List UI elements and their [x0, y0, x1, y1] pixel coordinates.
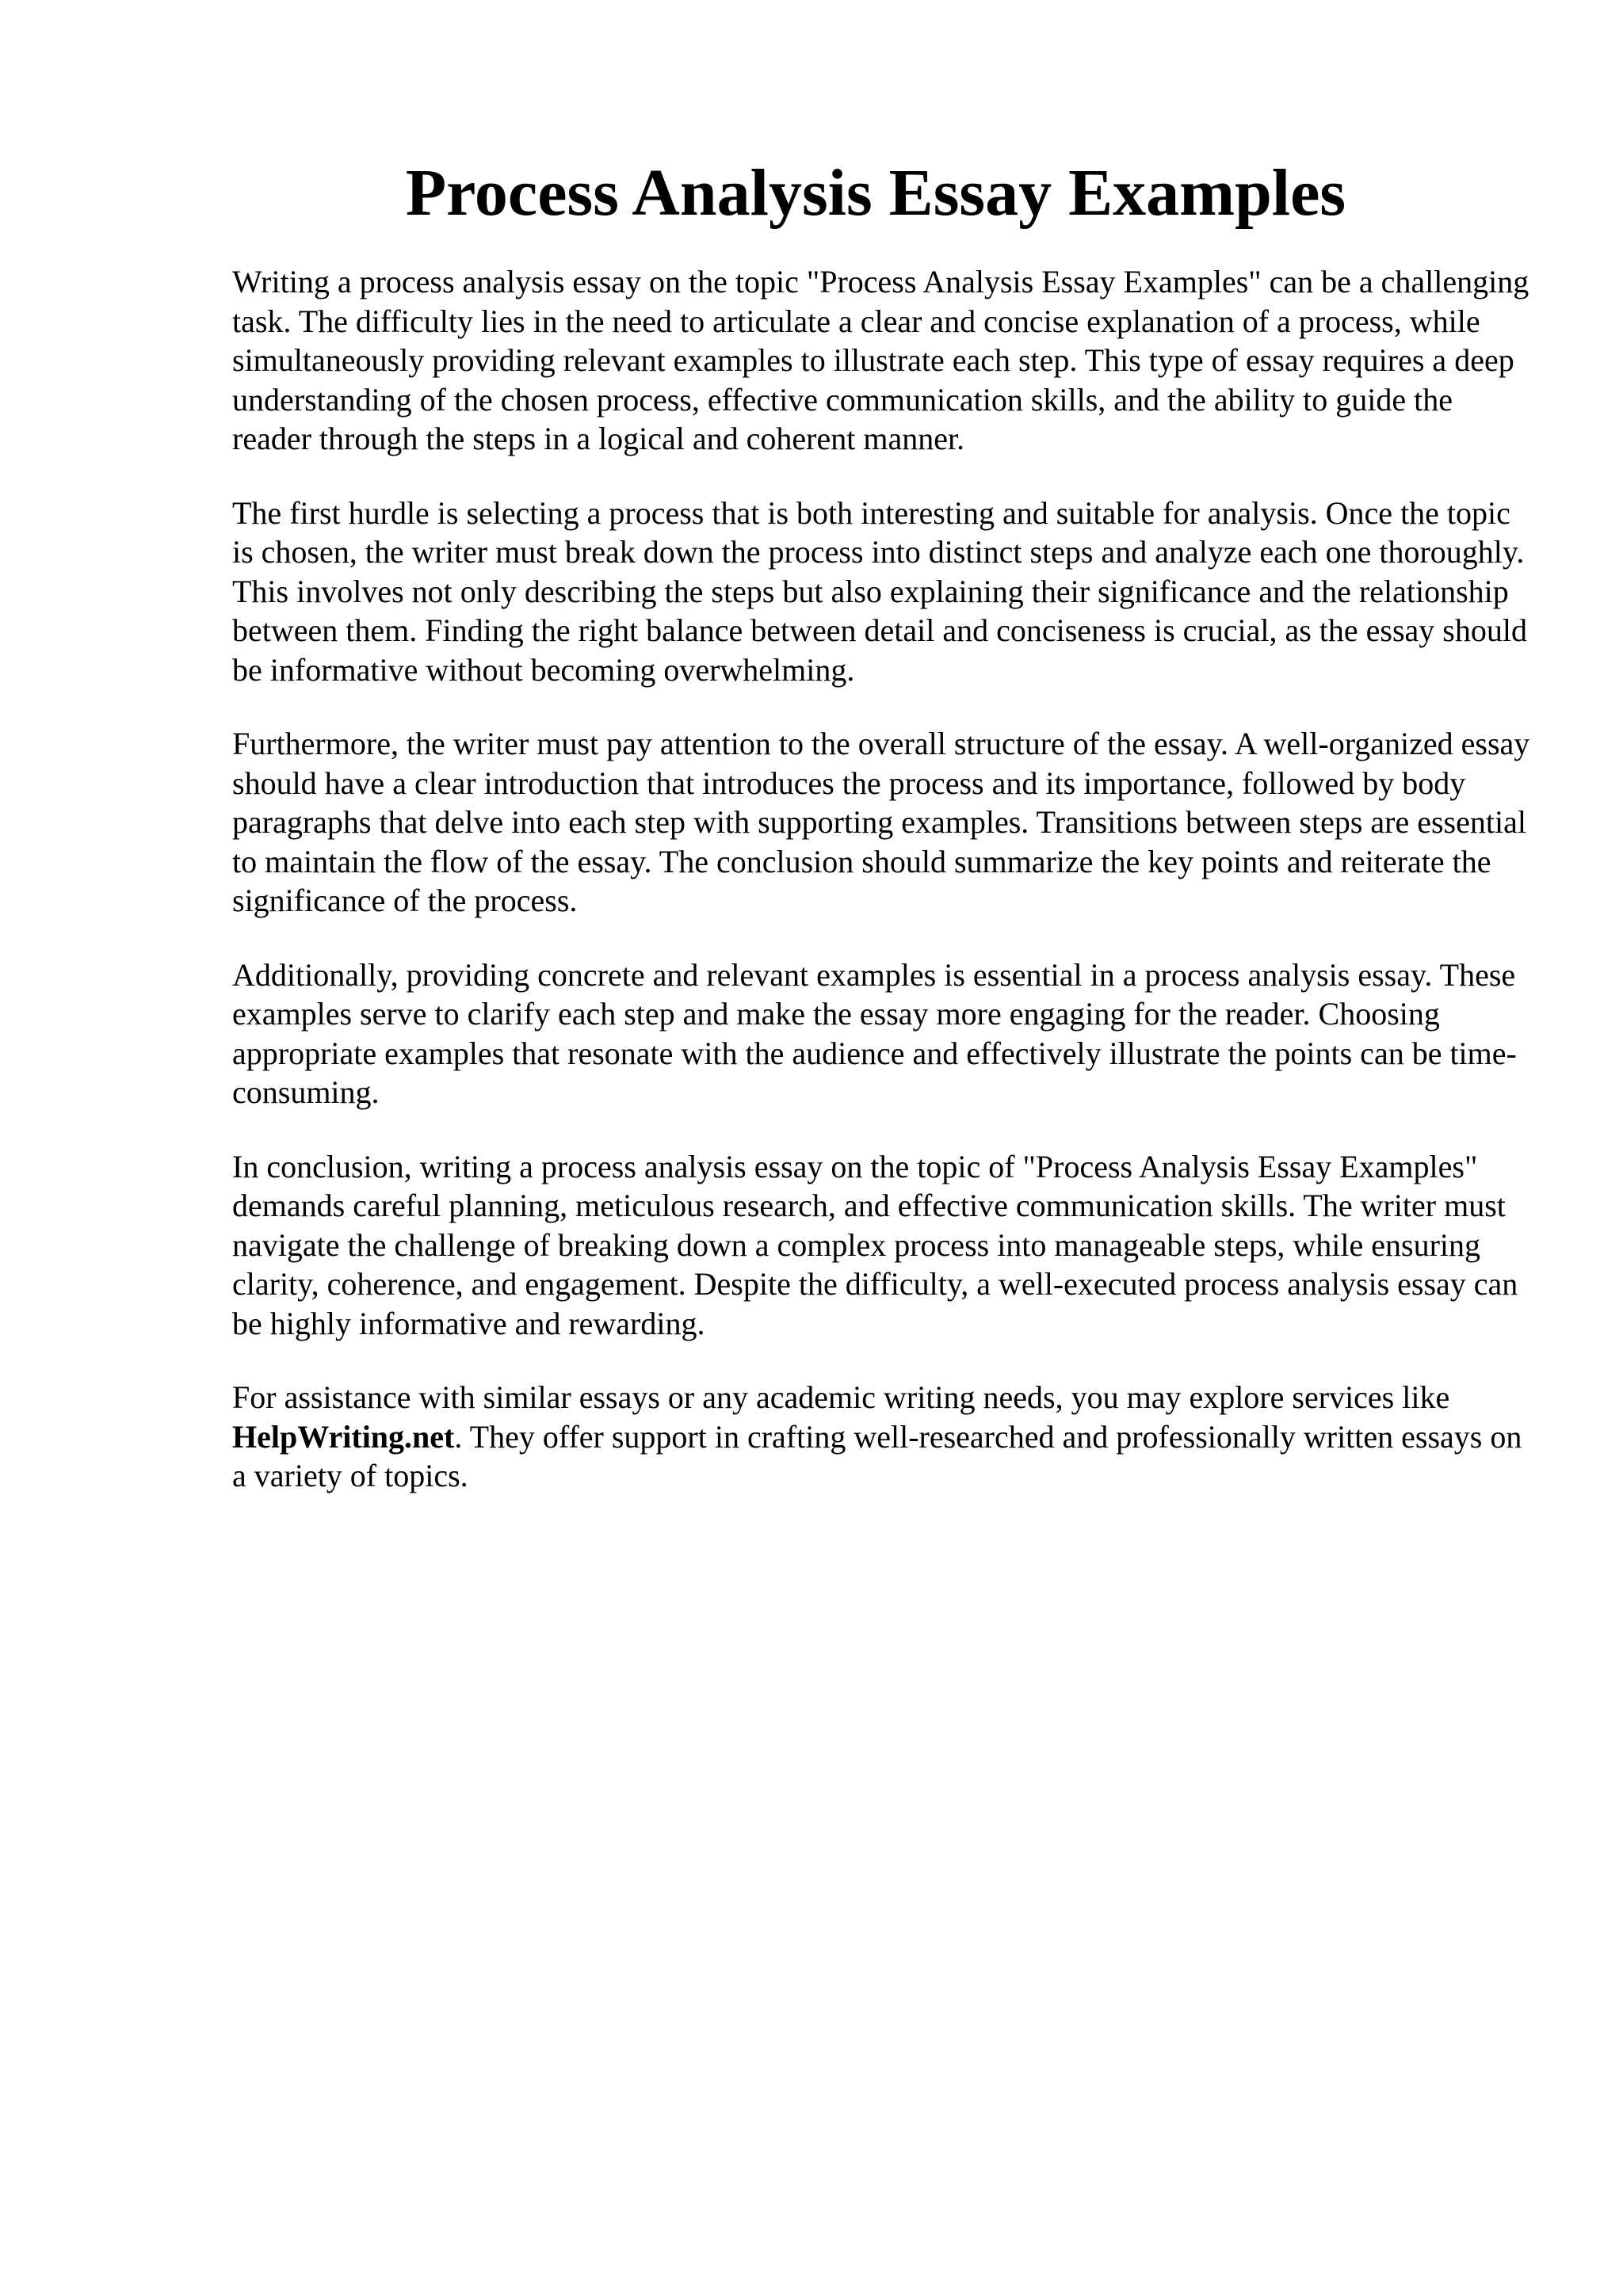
essay-body — [232, 262, 1532, 1531]
paragraph-introduction: Writing a process analysis essay on the topic "Process Analysis Essay Examples" can be a challenging task. The difficulty lies in the need to articulate a clear and concise explanation of a process, while simultaneously providing relevant examples to illustrate each step. This type of essay requires a deep understanding of the chosen process, effective communication skills, and the ability to guide the reader through the steps in a logical and coherent manner. — [232, 264, 1529, 456]
closing-text-after: . They offer support in crafting well-researched and professionally written essays on a variety of topics. — [232, 1418, 1522, 1493]
closing-text-before: For assistance with similar essays or any academic writing needs, you may explore services like — [232, 1379, 1450, 1415]
paragraph-examples: Additionally, providing concrete and relevant examples is essential in a process analysis essay. These examples serve to clarify each step and make the essay more engaging for the reader. Choosing appropriate examples that resonate with the audience and effectively illustrate the points can be time-consuming. — [232, 956, 1517, 1110]
paragraph-structure: Furthermore, the writer must pay attention to the overall structure of the essay. A well-organized essay should have a clear introduction that introduces the process and its importance, followed by body paragraphs that delve into each step with supporting examples. Transitions between steps are essential to maintain the flow of the essay. The conclusion should summarize the key points and reiterate the significance of the process. — [232, 726, 1530, 918]
page-title: Process Analysis Essay Examples — [405, 156, 1346, 230]
paragraph-conclusion: In conclusion, writing a process analysis essay on the topic of "Process Analysis Essay Examples" demands careful planning, meticulous research, and effective communication skills. The writer must navigate the challenge of breaking down a complex process into manageable steps, while ensuring clarity, coherence, and engagement. Despite the difficulty, a well-executed process analysis essay can be highly informative and rewarding. — [232, 1148, 1518, 1341]
helpwriting-brand-link[interactable]: HelpWriting.net — [232, 1418, 455, 1455]
paragraph-closing — [232, 1378, 1532, 1496]
paragraph-first-hurdle: The first hurdle is selecting a process that is both interesting and suitable for analysis. Once the topic is chosen, the writer must break down the process into distinct steps and analyze each one thoroughly. This involves not only describing the steps but also explaining their significance and the relationship between them. Finding the right balance between detail and conciseness is crucial, as the essay should be informative without becoming overwhelming. — [232, 494, 1527, 688]
